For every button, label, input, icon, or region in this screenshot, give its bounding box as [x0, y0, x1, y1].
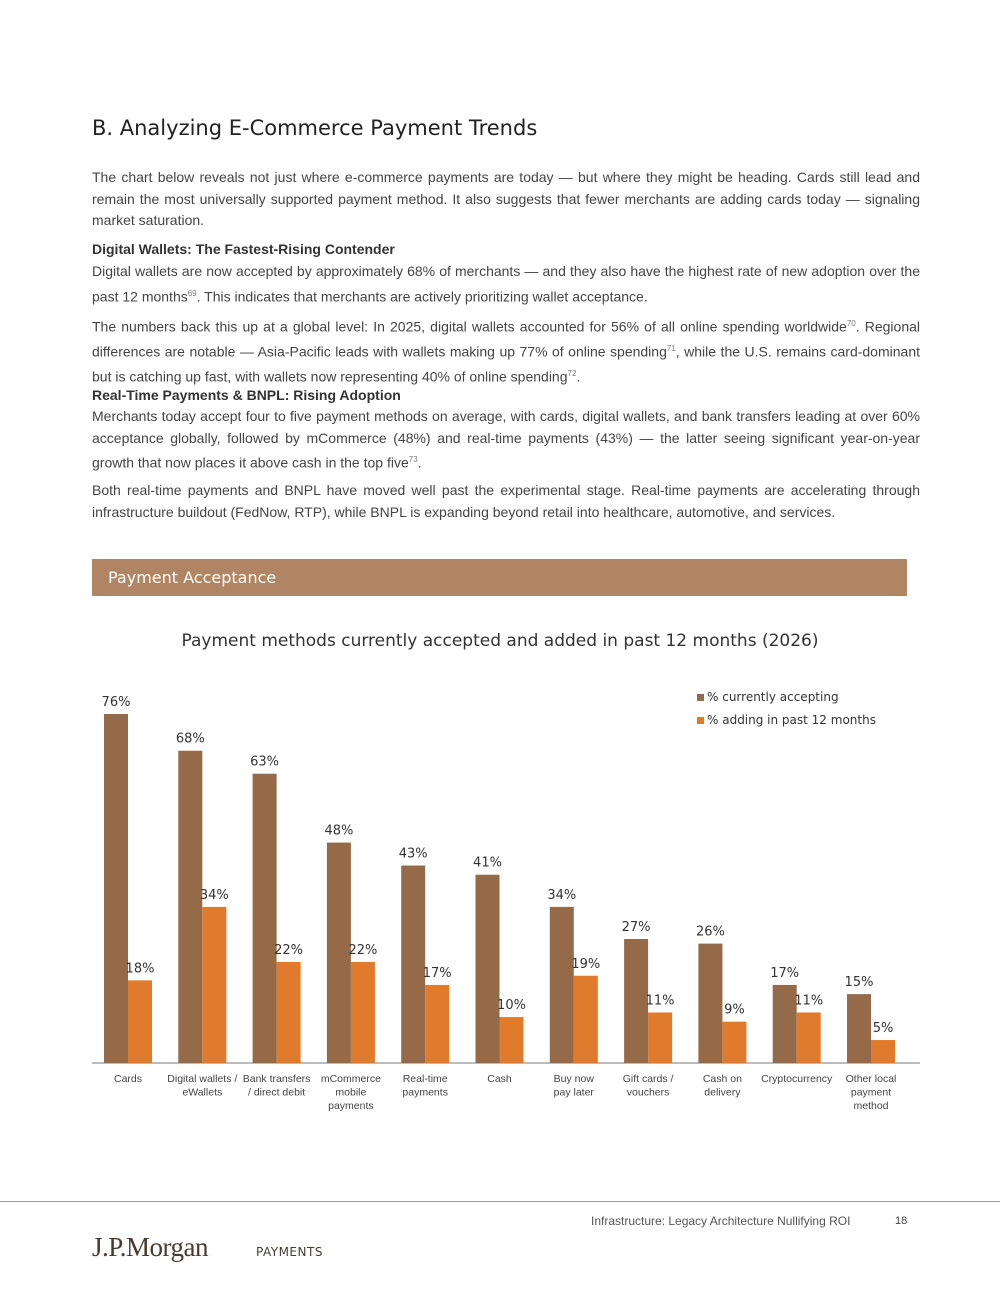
category-label-2: [243, 1073, 311, 1099]
category-label-line: Digital wallets /: [167, 1073, 238, 1085]
category-label-line: / direct debit: [247, 1086, 306, 1099]
data-label-adding-9: 11%: [794, 993, 824, 1009]
category-label-8: [703, 1073, 742, 1099]
banner-title: Payment Acceptance: [108, 568, 277, 587]
category-label-line: Cryptocurrency: [761, 1073, 833, 1085]
payment-acceptance-banner: [92, 559, 907, 596]
bar-adding-0: [128, 980, 152, 1063]
category-label-7: [623, 1073, 674, 1099]
footer-title: Infrastructure: Legacy Architecture Nullifying ROI: [591, 1214, 851, 1228]
data-label-accepting-6: 34%: [547, 887, 577, 903]
bar-accepting-5: [476, 875, 500, 1063]
data-label-adding-7: 11%: [645, 993, 675, 1009]
bar-accepting-4: [401, 866, 425, 1063]
bar-accepting-8: [698, 944, 722, 1063]
bar-adding-10: [871, 1040, 895, 1063]
category-label-line: eWallets: [182, 1086, 223, 1099]
bar-adding-6: [574, 976, 598, 1063]
category-label-line: Gift cards /: [622, 1073, 674, 1085]
category-label-3: [321, 1073, 381, 1112]
data-label-adding-1: 34%: [199, 887, 229, 903]
bar-accepting-6: [550, 907, 574, 1063]
bar-accepting-3: [327, 843, 351, 1063]
legend-swatch-1: [697, 717, 704, 724]
bar-accepting-10: [847, 994, 871, 1063]
rtp-subheading: Real-Time Payments & BNPL: Rising Adoption: [92, 387, 401, 403]
bar-accepting-0: [104, 714, 128, 1063]
category-label-line: vouchers: [626, 1086, 670, 1099]
category-label-line: payments: [402, 1086, 448, 1099]
bar-chart: [0, 680, 1000, 1150]
bar-accepting-7: [624, 939, 648, 1063]
legend-label-0: % currently accepting: [707, 690, 839, 704]
data-label-adding-10: 5%: [872, 1021, 894, 1037]
category-label-line: pay later: [553, 1086, 594, 1099]
category-label-line: Cash on: [702, 1073, 742, 1085]
category-label-line: payments: [328, 1100, 374, 1112]
data-label-accepting-2: 63%: [250, 754, 280, 770]
category-label-4: [402, 1073, 448, 1099]
wallets-paragraph-2: The numbers back this up at a global level: In 2025, digital wallets accounted for 56% of all online spending worldwide$^{70}$. Regional differences are notable — Asia-Pacific leads with wallets making up 77% of online spending$^{71}$, while the U.S. remains card-dominant but is catching up fast, with wallets now representing 40% of online spending$^{72}$.: [92, 318, 921, 385]
category-label-10: [846, 1073, 897, 1112]
category-label-line: delivery: [704, 1086, 741, 1099]
category-label-1: [167, 1073, 237, 1099]
bar-adding-3: [351, 962, 375, 1063]
bar-adding-5: [500, 1017, 524, 1063]
category-label-line: Buy now: [553, 1073, 594, 1085]
bar-adding-4: [425, 985, 449, 1063]
wallets-subheading: Digital Wallets: The Fastest-Rising Contender: [92, 241, 395, 257]
data-label-accepting-9: 17%: [770, 965, 800, 981]
data-label-adding-3: 22%: [348, 942, 378, 958]
data-label-accepting-10: 15%: [844, 975, 874, 991]
data-label-accepting-3: 48%: [324, 823, 354, 839]
data-label-adding-2: 22%: [274, 942, 304, 958]
chart-title: Payment methods currently accepted and added in past 12 months (2026): [181, 631, 819, 651]
bar-adding-2: [277, 962, 301, 1063]
data-label-accepting-0: 76%: [101, 695, 131, 710]
intro-paragraph: The chart below reveals not just where e-commerce payments are today — but where they might be heading. Cards still lead and remain the most universally supported payment method. It also suggests that fewer merchants are adding cards today — signaling market saturation.: [92, 169, 920, 228]
wallets-paragraph-1: Digital wallets are now accepted by approximately 68% of merchants — and they also have the highest rate of new adoption over the past 12 months$^{69}$. This indicates that merchants are actively prioritizing wallet acceptance.: [92, 263, 920, 305]
section-heading: B. Analyzing E-Commerce Payment Trends: [92, 116, 538, 140]
data-label-adding-6: 19%: [571, 956, 601, 972]
jpmorgan-logo: J.P.Morgan: [92, 1232, 209, 1262]
page-number: 18: [895, 1215, 908, 1227]
data-label-adding-8: 9%: [724, 1002, 745, 1018]
category-label-6: [554, 1073, 595, 1099]
legend-swatch-0: [697, 694, 704, 701]
category-label-line: Cash: [487, 1073, 512, 1085]
footer-divider: [0, 1201, 1000, 1202]
category-label-line: mobile: [335, 1086, 367, 1099]
data-label-accepting-5: 41%: [473, 855, 502, 871]
category-label-0: [114, 1073, 142, 1085]
data-label-accepting-7: 27%: [621, 920, 651, 936]
bar-adding-9: [797, 1012, 821, 1063]
data-label-adding-4: 17%: [422, 965, 452, 981]
category-label-line: method: [853, 1100, 889, 1112]
rtp-paragraph-2: Both real-time payments and BNPL have moved well past the experimental stage. Real-time payments are accelerating through infrastructure buildout (FedNow, RTP), while BNPL is expanding beyond retail into healthcare, automotive, and services.: [92, 482, 920, 520]
bar-accepting-9: [773, 985, 797, 1063]
bar-adding-8: [722, 1022, 746, 1063]
rtp-paragraph-1: Merchants today accept four to five payment methods on average, with cards, digital wallets, and bank transfers leading at over 60% acceptance globally, followed by mCommerce (48%) and real-time payments (43%) — the latter seeing significant year-on-year growth that now places it above cash in the top five$^{73}$.: [92, 408, 920, 471]
category-label-line: Other local: [845, 1073, 897, 1085]
category-label-line: Bank transfers: [242, 1073, 311, 1085]
category-label-line: Cards: [113, 1073, 143, 1085]
data-label-accepting-4: 43%: [398, 846, 428, 862]
logo-payments-label: PAYMENTS: [256, 1245, 323, 1259]
category-label-5: [487, 1073, 512, 1085]
data-label-adding-5: 10%: [497, 998, 526, 1014]
bar-adding-1: [202, 907, 226, 1063]
bar-adding-7: [648, 1012, 672, 1063]
bar-accepting-2: [253, 774, 277, 1063]
category-label-9: [761, 1073, 833, 1085]
data-label-adding-0: 18%: [125, 961, 155, 977]
category-label-line: payment: [850, 1086, 892, 1099]
category-label-line: mCommerce: [320, 1073, 381, 1085]
legend-label-1: % adding in past 12 months: [707, 713, 876, 727]
data-label-accepting-1: 68%: [175, 731, 205, 747]
category-label-line: Real-time: [402, 1073, 448, 1085]
data-label-accepting-8: 26%: [695, 924, 725, 940]
bar-accepting-1: [178, 751, 202, 1063]
